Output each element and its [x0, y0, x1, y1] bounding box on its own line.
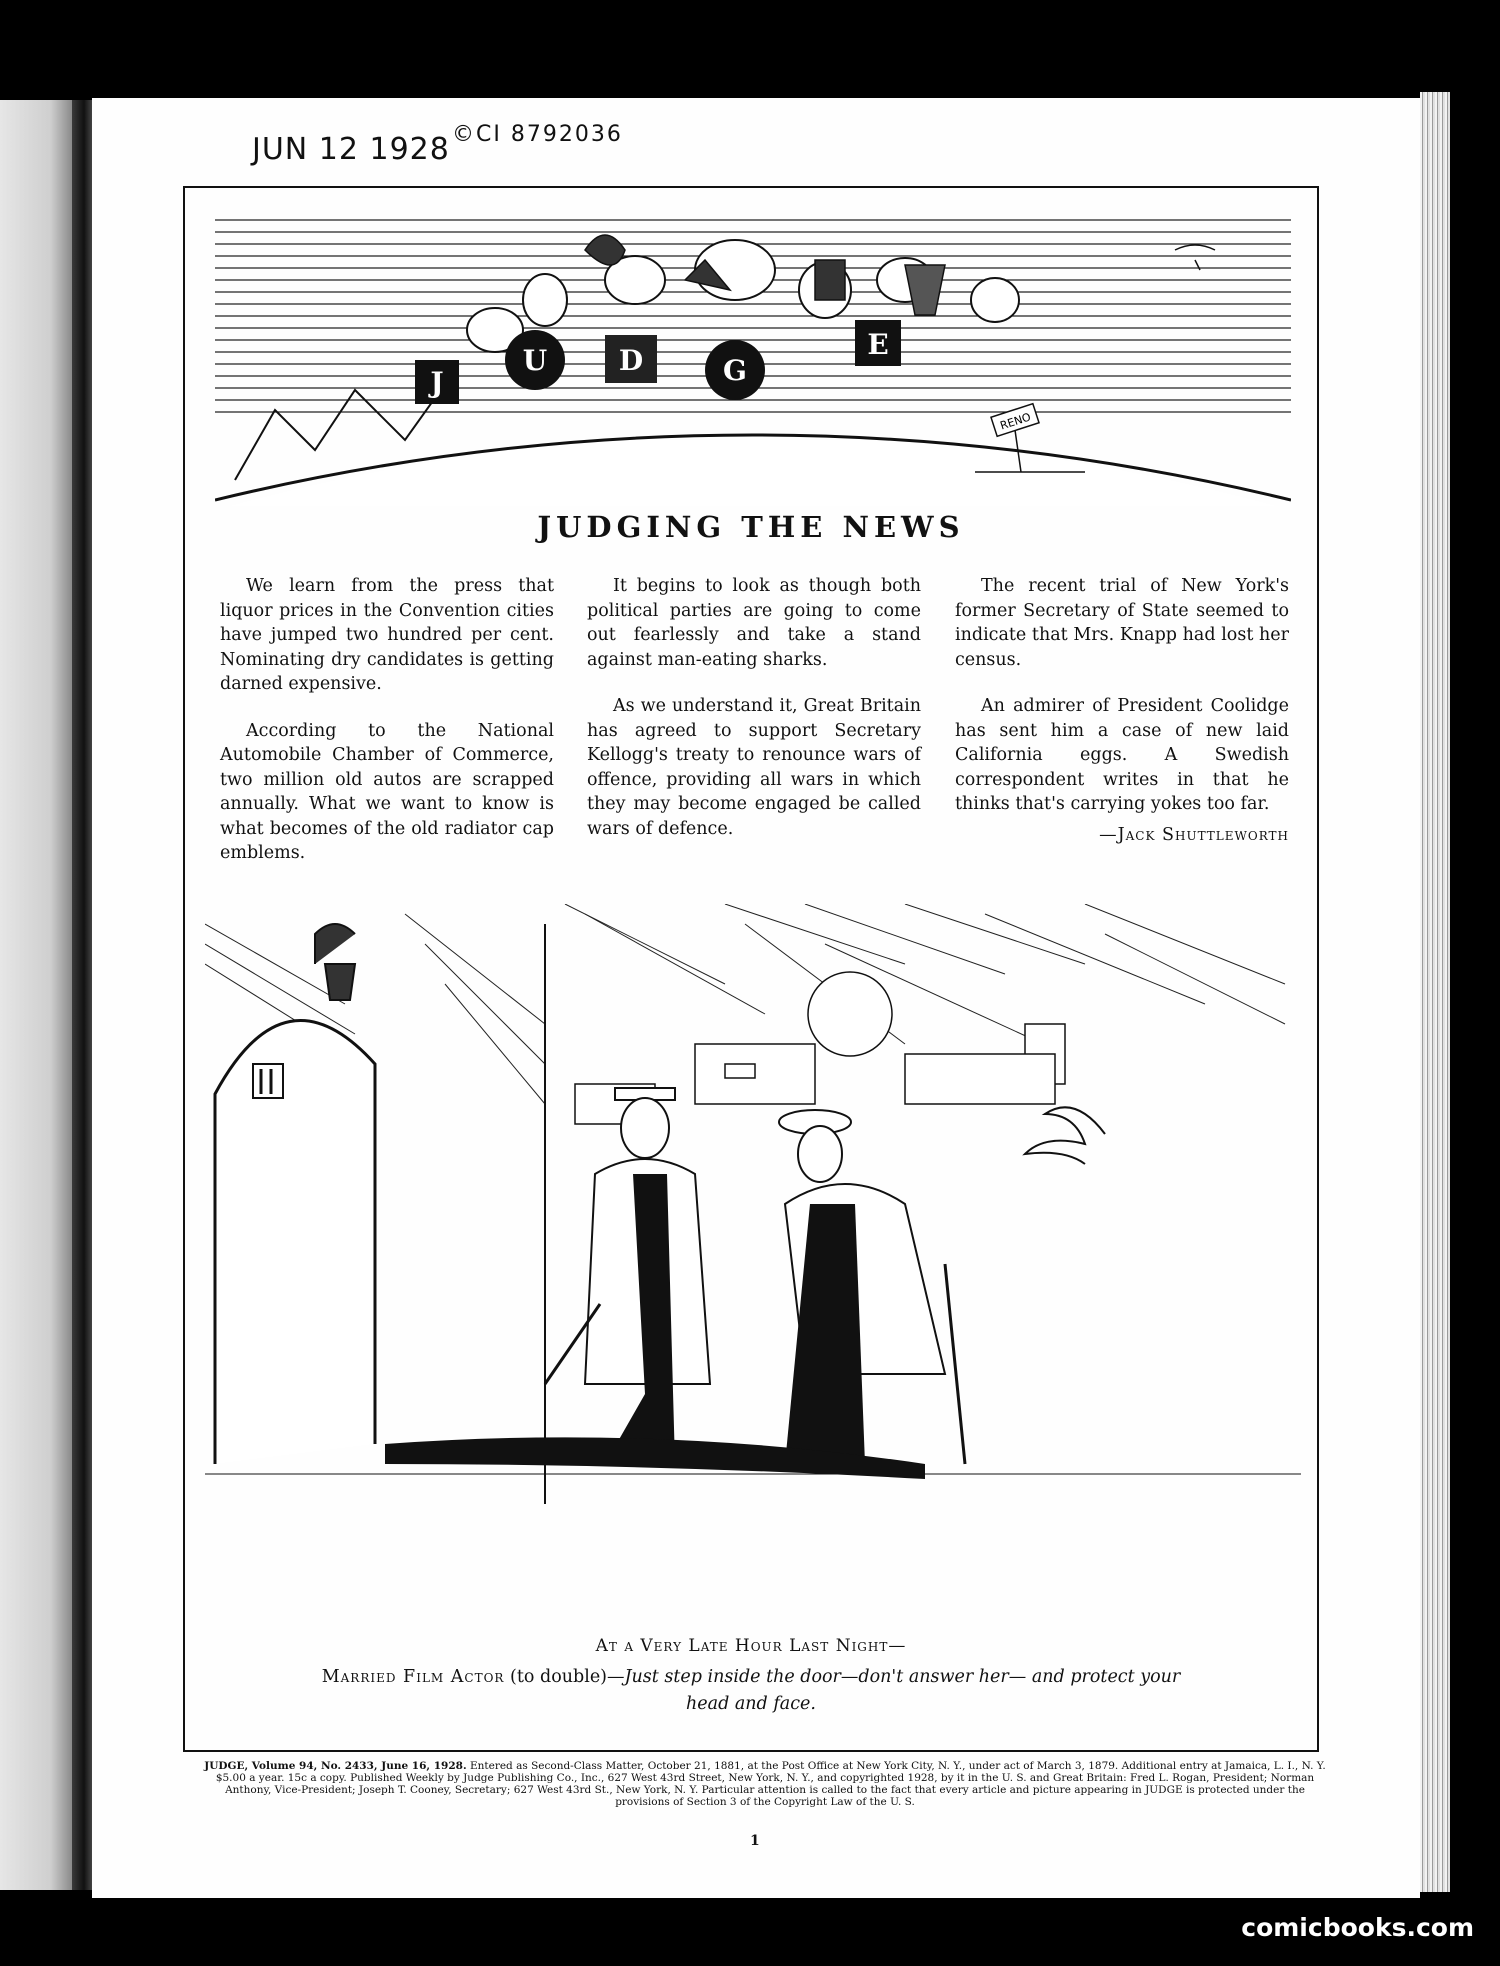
- article-column-1: [220, 574, 554, 888]
- page-frame: [183, 186, 1319, 1752]
- paragraph: It begins to look as though both political parties are going to come out fearlessly and take a stand against man-eating sharks.: [587, 576, 921, 670]
- page-number: 1: [750, 1833, 760, 1849]
- byline: —Jack Shuttleworth: [1099, 824, 1289, 845]
- imprint-legal-text: Entered as Second-Class Matter, October 21, 1881, at the Post Office at New York City, N. Y., under act of March 3, 1879. Additional entry at Jamaica, L. I., N. Y. $5.00 a year. 15c a copy. Published Weekly by Judge Publishing Co., Inc., 627 West 43rd Street, New York, N. Y., and copyrighted 1928, by it in the U. S. and Great Britain: Fred L. Rogan, President; Norman Anthony, Vice-President; Joseph T. Cooney, Secretary; 627 West 43rd St., New York, N. Y. Particular attention is called to the fact that every article and picture appearing in JUDGE is protected under the provisions of Section 3 of the Copyright Law of the U. S.: [215, 1760, 1326, 1808]
- paragraph: We learn from the press that liquor prices in the Convention cities have jumped two hundred per cent. Nominating dry candidates is getting darned expensive.: [220, 576, 554, 694]
- masthead-letter-d: D: [618, 344, 644, 377]
- reno-sign-text: RENO: [998, 410, 1033, 433]
- masthead-letter-g: G: [723, 354, 747, 387]
- figure-left: [545, 1088, 710, 1464]
- cartoon-caption: [305, 1664, 1197, 1718]
- page-stack-edges: [1420, 92, 1450, 1892]
- masthead-letter-u: U: [522, 344, 548, 377]
- paragraph: According to the National Automobile Chamber of Commerce, two million old autos are scrapped annually. What we want to know is what becomes of the old radiator cap emblems.: [220, 720, 554, 863]
- paragraph: As we understand it, Great Britain has agreed to support Secretary Kellogg's treaty to renounce wars of offence, providing all wars in which they may become engaged be called wars of defence.: [587, 696, 921, 839]
- imprint-volume-line: JUDGE, Volume 94, No. 2433, June 16, 1928.: [204, 1760, 467, 1772]
- book-gutter: [72, 100, 92, 1890]
- masthead-letter-j: J: [430, 366, 444, 399]
- caption-stage-direction: (to double): [510, 1667, 607, 1687]
- paragraph: The recent trial of New York's former Secretary of State seemed to indicate that Mrs. Knapp had lost her census.: [955, 576, 1289, 670]
- copyright-stamp: ©CI 8792036: [452, 122, 623, 147]
- source-watermark: comicbooks.com: [1241, 1913, 1474, 1942]
- judge-masthead-illustration: [215, 210, 1291, 506]
- article-column-3: [955, 574, 1289, 869]
- masthead-letter-e: E: [867, 328, 889, 361]
- publication-imprint: [200, 1760, 1330, 1808]
- cartoon-illustration: [205, 904, 1301, 1510]
- facing-page-edge: [0, 100, 72, 1890]
- article-column-2: [587, 574, 921, 863]
- article-headline: JUDGING THE NEWS: [537, 510, 965, 544]
- figure-right: [779, 1110, 965, 1464]
- received-date-stamp: JUN 12 1928: [252, 132, 450, 167]
- cartoon-caption-title: At a Very Late Hour Last Night—: [595, 1636, 907, 1656]
- paragraph: An admirer of President Coolidge has sent him a case of new laid California eggs. A Swedish correspondent writes in that he thinks that's carrying yokes too far.: [955, 696, 1289, 814]
- caption-dialogue: —Just step inside the door—don't answer her— and protect your head and face.: [607, 1667, 1181, 1714]
- caption-speaker: Married Film Actor: [321, 1667, 505, 1687]
